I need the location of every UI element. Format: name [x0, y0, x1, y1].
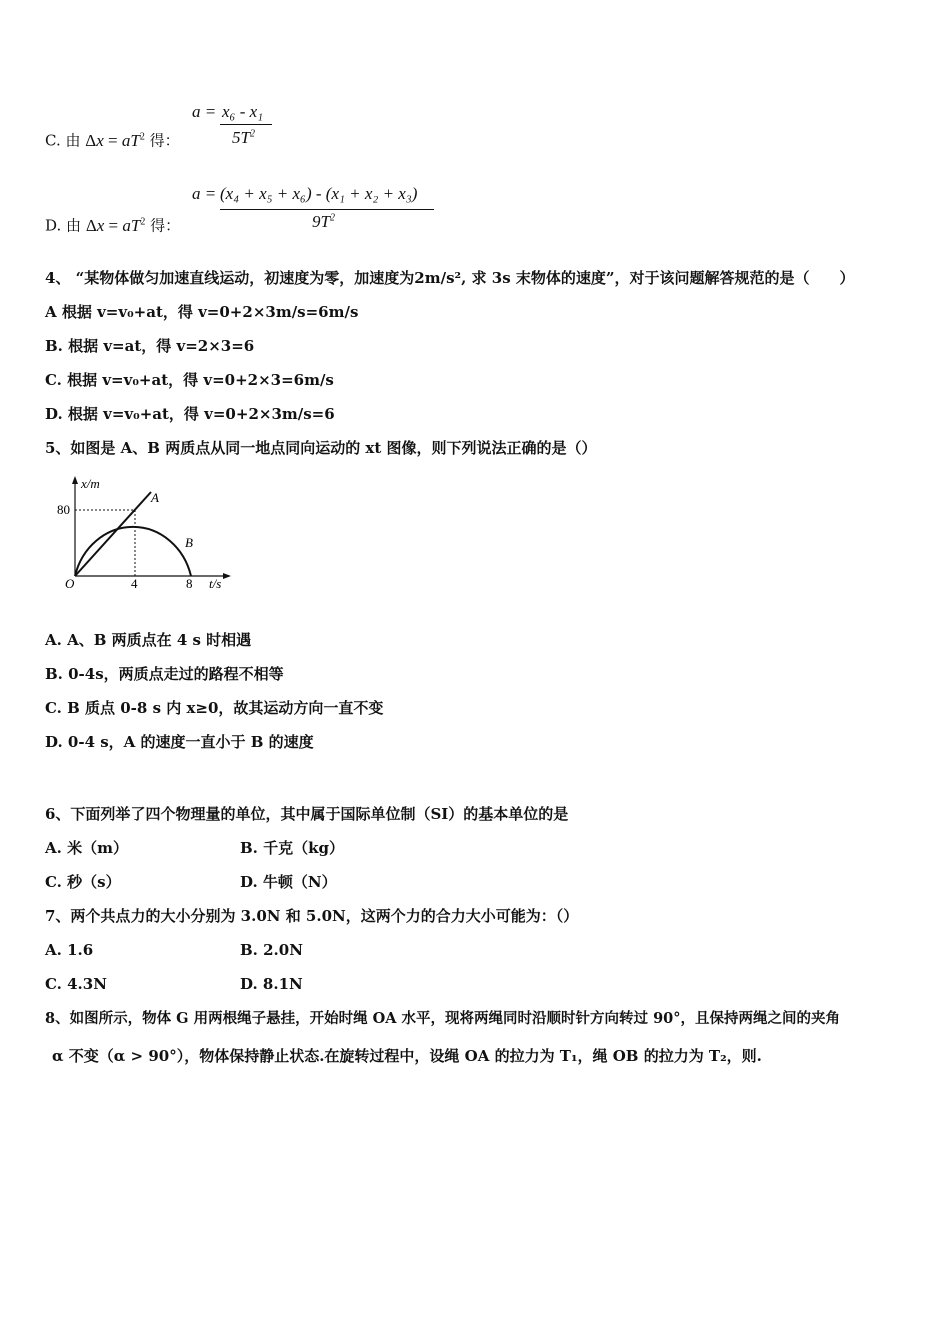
option-d-suffix: 得： [150, 216, 181, 235]
q6-option-a: A. 米（m） [45, 839, 128, 857]
q4-stem: 4、 “某物体做匀加速直线运动，初速度为零，加速度为2m/s², 求 3s 末物体的速度”，对于该问题解答规范的是（ ） [45, 269, 855, 287]
option-d-fraction [192, 184, 452, 236]
q7-option-b: B. 2.0N [240, 941, 303, 959]
q4-option-d: D. 根据 v=v₀+at，得 v=0+2×3m/s=6 [45, 405, 335, 423]
label-b: B [185, 535, 193, 550]
q6-option-c: C. 秒（s） [45, 873, 121, 891]
q6-option-b: B. 千克（kg） [240, 839, 345, 857]
tick-80: 80 [57, 502, 70, 517]
delta-x-eq: $\Delta x = aT^2$ [85, 130, 145, 150]
q8-line1: 8、如图所示，物体 G 用两根绳子悬挂，开始时绳 OA 水平，现将两绳同时沿顺时针方向转过 90°，且保持两绳之间的夹角 [45, 1010, 841, 1027]
y-axis-arrow [72, 476, 78, 484]
x-axis-arrow [223, 573, 231, 579]
option-c-numerator: x₆ - x₁ [222, 102, 264, 121]
option-c-denominator: $5T^2$ [232, 128, 255, 147]
option-d-formula [45, 212, 180, 236]
q4-option-a: A 根据 v=v₀+at，得 v=0+2×3m/s=6m/s [45, 303, 359, 321]
xt-graph [55, 474, 240, 594]
option-d-prefix: D. 由 [45, 216, 82, 235]
q7-option-a: A. 1.6 [45, 941, 94, 959]
option-d-numerator: (x₄ + x₅ + x₆) - (x₁ + x₂ + x₃) [220, 184, 418, 203]
option-c-lhs: a = [192, 102, 217, 121]
q7-option-c: C. 4.3N [45, 975, 107, 993]
q5-stem: 5、如图是 A、B 两质点从同一地点同向运动的 xt 图像，则下列说法正确的是（） [45, 439, 597, 457]
q7-option-d: D. 8.1N [240, 975, 303, 993]
q4-option-b: B. 根据 v=at，得 v=2×3=6 [45, 337, 255, 355]
q5-option-b: B. 0-4s，两质点走过的路程不相等 [45, 665, 284, 683]
q5-option-a: A. A、B 两质点在 4 s 时相遇 [45, 631, 252, 649]
option-c-suffix: 得： [149, 131, 180, 150]
delta-x-eq: $\Delta x = aT^2$ [85, 215, 146, 235]
option-c-formula [45, 127, 180, 151]
fraction-bar [220, 124, 272, 125]
tick-4: 4 [131, 576, 138, 591]
option-d-lhs: a = [192, 184, 217, 203]
y-axis-label: x/m [81, 476, 100, 491]
option-c-fraction [192, 102, 282, 152]
label-a: A [151, 490, 159, 505]
curve-b [75, 527, 191, 576]
option-d-denominator: $9T^2$ [312, 212, 335, 231]
q6-stem: 6、下面列举了四个物理量的单位，其中属于国际单位制（SI）的基本单位的是 [45, 805, 569, 823]
q8-line2: α 不变（α > 90°），物体保持静止状态.在旋转过程中，设绳 OA 的拉力为 T₁，绳 OB 的拉力为 T₂，则. [52, 1047, 762, 1065]
tick-8: 8 [186, 576, 193, 591]
origin-label: O [65, 576, 75, 591]
q5-option-d: D. 0-4 s，A 的速度一直小于 B 的速度 [45, 733, 314, 751]
line-a [75, 492, 151, 576]
fraction-bar [220, 209, 434, 210]
x-axis-label: t/s [209, 576, 222, 591]
q7-stem: 7、两个共点力的大小分别为 3.0N 和 5.0N，这两个力的合力大小可能为：（） [45, 907, 579, 925]
q5-option-c: C. B 质点 0-8 s 内 x≥0，故其运动方向一直不变 [45, 699, 384, 717]
q6-option-d: D. 牛顿（N） [240, 873, 337, 891]
q4-option-c: C. 根据 v=v₀+at，得 v=0+2×3=6m/s [45, 371, 334, 389]
option-c-prefix: C. 由 [45, 131, 81, 150]
